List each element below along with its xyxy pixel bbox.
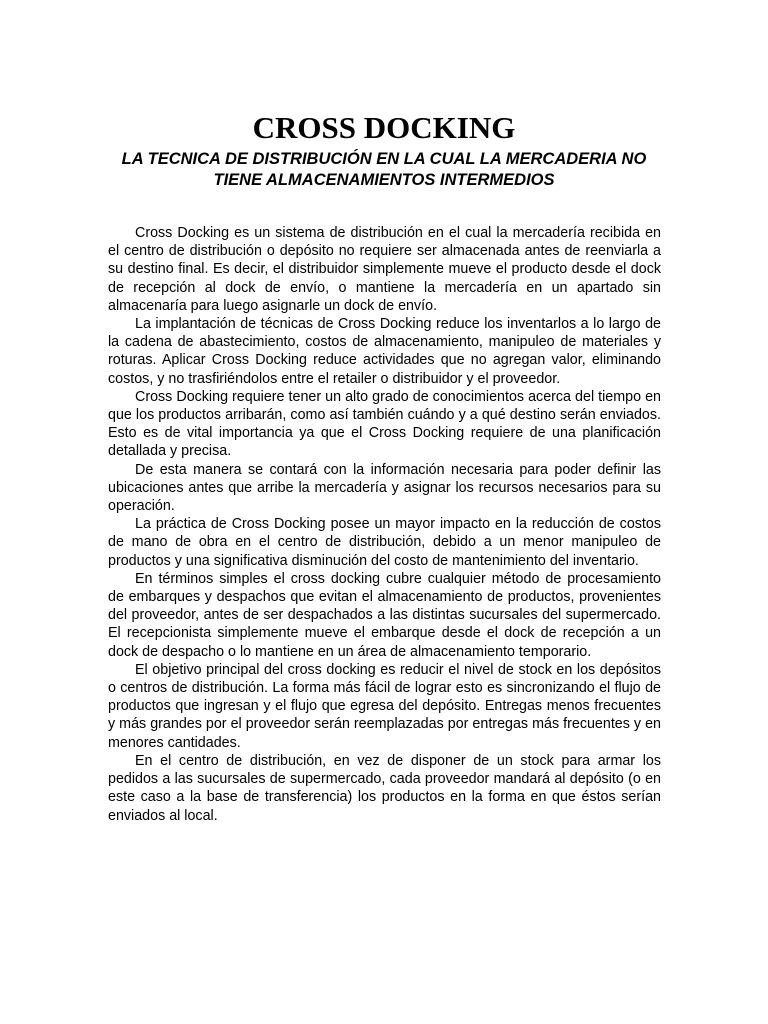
paragraph: El objetivo principal del cross docking es reducir el nivel de stock en los depósitos o centros de distribución. La forma más fácil de lograr esto es sincronizando el flujo de productos que ingresan y el flujo que egresa del depósito. Entregas menos frecuentes y más grandes por el proveedor serán reemplazadas por entregas más frecuentes y en menores cantidades. — [108, 661, 661, 751]
subtitle-line: TIENE ALMACENAMIENTOS INTERMEDIOS — [213, 171, 555, 189]
paragraph: La práctica de Cross Docking posee un mayor impacto en la reducción de costos de mano de obra en el centro de distribución, debido a un menor manipuleo de productos y una significativa disminución del costo de mantenimiento del inventario. — [108, 516, 661, 569]
document-title: CROSS DOCKING — [252, 110, 516, 145]
paragraph: En términos simples el cross docking cubre cualquier método de procesamiento de embarques y despachos que evitan el almacenamiento de productos, provenientes del proveedor, antes de ser despachados a las distintas sucursales del supermercado. El recepcionista simplemente mueve el embarque desde el dock de recepción a un dock de despacho o lo mantiene en un área de almacenamiento temporario. — [108, 570, 661, 660]
subtitle-line: LA TECNICA DE DISTRIBUCIÓN EN LA CUAL LA MERCADERIA NO — [121, 150, 647, 168]
document-body — [108, 224, 661, 825]
paragraph: En el centro de distribución, en vez de disponer de un stock para armar los pedidos a las sucursales de supermercado, cada proveedor mandará al depósito (o en este caso a la base de transferencia) los productos en la forma en que éstos serían enviados al local. — [108, 752, 661, 824]
paragraph: De esta manera se contará con la información necesaria para poder definir las ubicaciones antes que arribe la mercadería y asignar los recursos necesarios para su operación. — [108, 461, 661, 515]
paragraph: Cross Docking es un sistema de distribución en el cual la mercadería recibida en el centro de distribución o depósito no requiere ser almacenada antes de reenviarla a su destino final. Es decir, el distribuidor simplemente mueve el producto desde el dock de recepción al dock de envío, o mantiene la mercadería en un apartado sin almacenaría para luego asignarle un dock de envío. — [108, 225, 661, 314]
paragraph: Cross Docking requiere tener un alto grado de conocimientos acerca del tiempo en que los productos arribarán, como así también cuándo y a qué destino serán enviados. Esto es de vital importancia ya que el Cross Docking requiere de una planificación detallada y precisa. — [108, 388, 661, 460]
document-subtitle — [90, 149, 678, 191]
paragraph: La implantación de técnicas de Cross Docking reduce los inventarlos a lo largo de la cadena de abastecimiento, costos de almacenamiento, manipuleo de materiales y roturas. Aplicar Cross Docking reduce actividades que no agregan valor, eliminando costos, y no trasfiriéndolos entre el retailer o distribuidor y el proveedor. — [108, 316, 661, 387]
